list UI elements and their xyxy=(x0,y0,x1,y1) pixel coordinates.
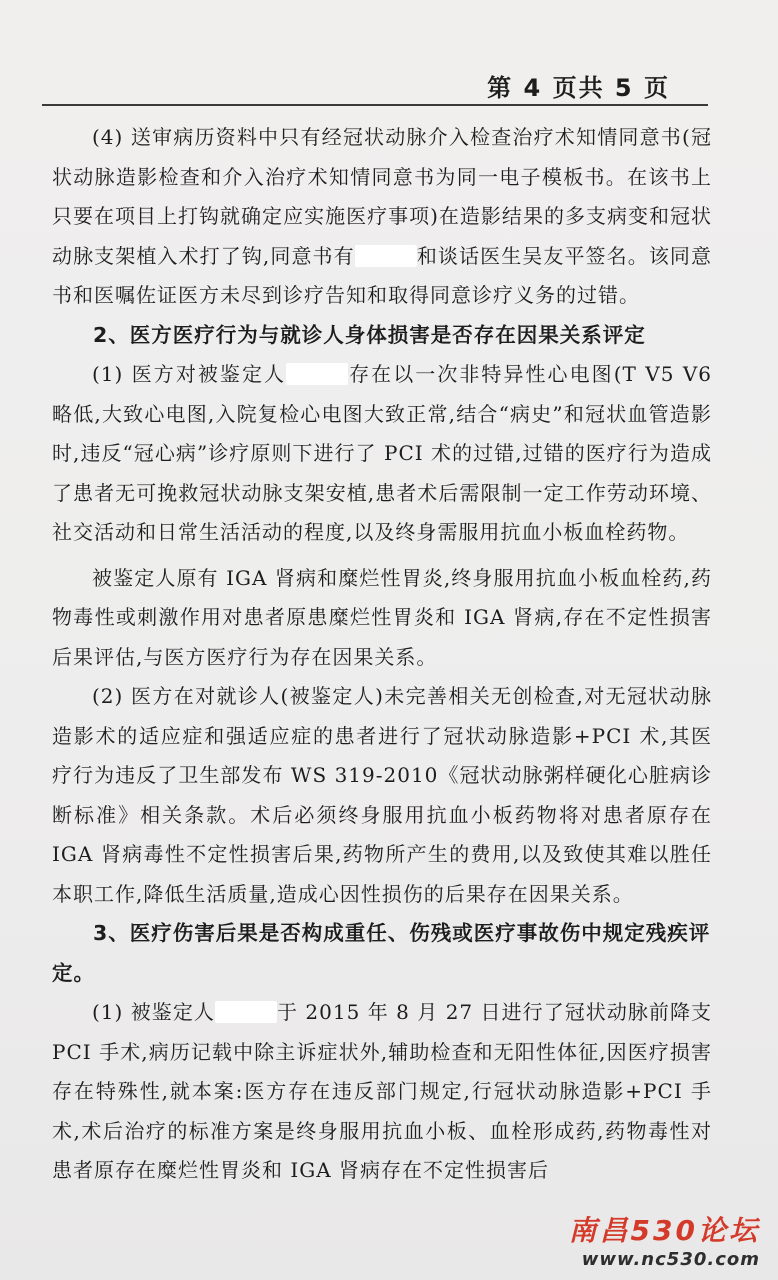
paragraph-causality-2: 被鉴定人原有 IGA 肾病和糜烂性胃炎,终身服用抗血小板血栓药,药物毒性或刺激作用对患者原患糜烂性胃炎和 IGA 肾病,存在不定性损害后果评估,与医方医疗行为存在因果关系。 xyxy=(52,565,712,669)
watermark-title: 南昌530论坛 xyxy=(568,1214,760,1247)
redacted-name xyxy=(286,363,348,385)
forum-watermark xyxy=(569,1209,760,1270)
watermark-url: www.nc530.com xyxy=(581,1249,760,1270)
heading-disability: 3、医疗伤害后果是否构成重任、伤残或医疗事故伤中规定残疾评定。 xyxy=(52,921,711,985)
paragraph-disability-1: (1) 被鉴定人 于 2015 年 8 月 27 日进行了冠状动脉前降支 PCI 手术,病历记载中除主诉症状外,辅助检查和无阳性体征,因医疗损害存在特殊性,就本案:医方存在违反部门规定,行冠状动脉造影+PCI 手术,术后治疗的标准方案是终身服用抗血小板、血栓形成药,药物毒性对患者原存在糜烂性胃炎和 IGA 肾病存在不定性损害后 xyxy=(52,1000,712,1182)
document-body xyxy=(52,118,712,1191)
redacted-name xyxy=(355,245,417,267)
page-number: 第 4 页共 5 页 xyxy=(487,74,670,102)
redacted-name xyxy=(215,1001,277,1023)
paragraph-causality-1: (1) 医方对被鉴定人 存在以一次非特异性心电图(T V5 V6 略低,大致心电图,入院复检心电图大致正常,结合“病史”和冠状血管造影时,违反“冠心病”诊疗原则下进行了 PCI 术的过错,过错的医疗行为造成了患者无可挽救冠状动脉支架安植,患者术后需限制一定工作劳动环境、社交活动和日常生活活动的程度,以及终身需服用抗血小板血栓药物。 xyxy=(52,362,712,544)
heading-causality: 2、医方医疗行为与就诊人身体损害是否存在因果关系评定 xyxy=(93,322,646,347)
paragraph-causality-3: (2) 医方在对就诊人(被鉴定人)未完善相关无创检查,对无冠状动脉造影术的适应症和强适应症的患者进行了冠状动脉造影+PCI 术,其医疗行为违反了卫生部发布 WS 319-2010《冠状动脉粥样硬化心脏病诊断标准》相关条款。术后必须终身服用抗血小板药物将对患者原存在 IGA 肾病毒性不定性损害后果,药物所产生的费用,以及致使其难以胜任本职工作,降低生活质量,造成心因性损伤的后果存在因果关系。 xyxy=(52,684,712,906)
paragraph-consent-form: (4) 送审病历资料中只有经冠状动脉介入检查治疗术知情同意书(冠状动脉造影检查和介入治疗术知情同意书为同一电子模板书。在该书上只要在项目上打钩就确定应实施医疗事项)在造影结果的多支病变和冠状动脉支架植入术打了钩,同意书有 和谈话医生吴友平签名。该同意书和医嘱佐证医方未尽到诊疗告知和取得同意诊疗义务的过错。 xyxy=(52,125,713,307)
header-rule xyxy=(42,104,708,106)
